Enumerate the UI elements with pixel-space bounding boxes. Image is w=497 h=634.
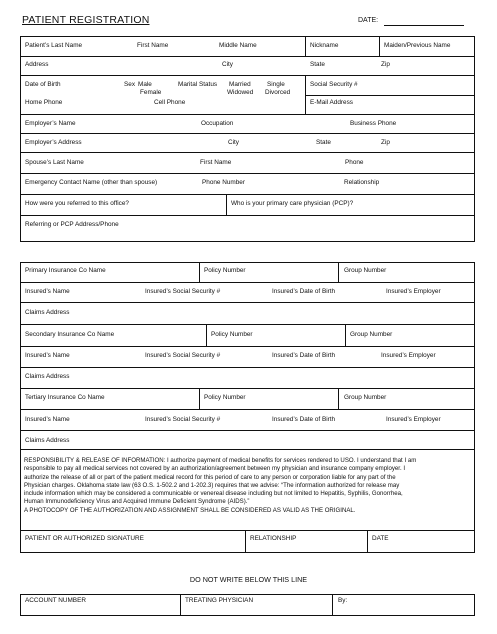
date-label: DATE: bbox=[358, 17, 379, 24]
marital-status-label: Marital Status bbox=[178, 81, 218, 88]
divider bbox=[305, 75, 306, 114]
divider bbox=[20, 346, 475, 347]
divider bbox=[20, 282, 475, 283]
insured-ssn-label: Insured’s Social Security # bbox=[145, 288, 221, 295]
divider bbox=[20, 430, 475, 431]
insured-employer-label: Insured’s Employer bbox=[386, 416, 441, 423]
release-of-information-text bbox=[24, 457, 470, 515]
marital-single-option[interactable]: Single bbox=[267, 81, 285, 88]
page-title: PATIENT REGISTRATION bbox=[22, 14, 150, 26]
first-name-label: First Name bbox=[137, 42, 169, 49]
ssn-label: Social Security # bbox=[310, 81, 358, 88]
divider bbox=[20, 215, 475, 216]
release-line: include information which may be considered a communicable or venereal disease including but not limited to Hepatitis, Syphilis, Gonorrhea, bbox=[24, 490, 403, 498]
employer-zip-label: Zip bbox=[381, 139, 390, 146]
divider bbox=[332, 594, 333, 616]
treating-physician-label: TREATING PHYSICIAN bbox=[185, 597, 254, 604]
divider bbox=[305, 95, 475, 96]
divider bbox=[20, 194, 475, 195]
secondary-policy-label: Policy Number bbox=[211, 331, 253, 338]
insured-name-label: Insured’s Name bbox=[25, 352, 70, 359]
divider bbox=[20, 173, 475, 174]
zip-label: Zip bbox=[381, 61, 390, 68]
release-line: RESPONSIBILITY & RELEASE OF INFORMATION: I authorize payment of medical benefits for services rendered to USO. I understand that I am bbox=[24, 457, 417, 464]
by-label: By: bbox=[338, 597, 348, 604]
insured-dob-label: Insured’s Date of Birth bbox=[272, 416, 336, 423]
primary-group-label: Group Number bbox=[344, 267, 387, 274]
secondary-insurance-label: Secondary Insurance Co Name bbox=[25, 331, 115, 338]
divider bbox=[20, 133, 475, 134]
sex-male-option[interactable]: Male bbox=[138, 81, 152, 88]
city-label: City bbox=[222, 61, 234, 68]
cell-phone-label: Cell Phone bbox=[154, 99, 186, 106]
account-number-label: ACCOUNT NUMBER bbox=[25, 597, 86, 604]
patient-last-name-label: Patient’s Last Name bbox=[25, 42, 83, 49]
marital-divorced-option[interactable]: Divorced bbox=[265, 89, 291, 96]
divider bbox=[20, 388, 475, 389]
divider bbox=[245, 530, 246, 552]
spouse-first-name-label: First Name bbox=[200, 159, 232, 166]
signature-label: PATIENT OR AUTHORIZED SIGNATURE bbox=[25, 535, 144, 542]
primary-policy-label: Policy Number bbox=[204, 267, 246, 274]
divider bbox=[226, 194, 227, 215]
date-field[interactable] bbox=[384, 25, 464, 26]
state-label: State bbox=[310, 61, 325, 68]
release-line: Human Immunodeficiency Virus and Acquired Immune Deficient Syndrome (AIDS).” bbox=[24, 498, 250, 506]
emergency-relationship-label: Relationship bbox=[344, 179, 380, 186]
divider bbox=[474, 450, 475, 552]
claims-address-label: Claims Address bbox=[25, 373, 70, 380]
address-label: Address bbox=[25, 61, 49, 68]
office-use-notice: DO NOT WRITE BELOW THIS LINE bbox=[189, 575, 308, 584]
employer-address-label: Employer’s Address bbox=[25, 139, 82, 146]
occupation-label: Occupation bbox=[201, 120, 234, 127]
insured-name-label: Insured’s Name bbox=[25, 416, 70, 423]
release-line: Physician charges. Oklahoma state law (63 O.S. 1-502.2 and 1-202.3) requires that we advise: “The information authorized for release may bbox=[24, 481, 400, 489]
primary-insurance-label: Primary Insurance Co Name bbox=[25, 267, 106, 274]
release-line: responsible to pay all medical services not covered by an authorization/agreement between my physician and insurance company employer. I bbox=[24, 465, 406, 473]
referral-source-label: How were you referred to this office? bbox=[25, 200, 129, 207]
divider bbox=[20, 450, 21, 552]
email-label: E-Mail Address bbox=[310, 99, 353, 106]
middle-name-label: Middle Name bbox=[219, 42, 257, 49]
divider bbox=[305, 36, 306, 56]
referring-address-label: Referring or PCP Address/Phone bbox=[25, 221, 119, 228]
maiden-name-label: Maiden/Previous Name bbox=[384, 42, 451, 49]
spouse-last-name-label: Spouse’s Last Name bbox=[25, 159, 84, 166]
insured-dob-label: Insured’s Date of Birth bbox=[272, 288, 336, 295]
divider bbox=[199, 388, 200, 409]
divider bbox=[345, 324, 346, 346]
divider bbox=[20, 530, 475, 531]
divider bbox=[338, 262, 339, 282]
insured-dob-label: Insured’s Date of Birth bbox=[272, 352, 336, 359]
marital-widowed-option[interactable]: Widowed bbox=[227, 89, 254, 96]
emergency-contact-label: Emergency Contact Name (other than spouse) bbox=[25, 179, 158, 186]
insured-employer-label: Insured’s Employer bbox=[386, 288, 441, 295]
home-phone-label: Home Phone bbox=[25, 99, 63, 106]
tertiary-insurance-label: Tertiary Insurance Co Name bbox=[25, 394, 105, 401]
claims-address-label: Claims Address bbox=[25, 309, 70, 316]
sex-female-option[interactable]: Female bbox=[140, 89, 162, 96]
divider bbox=[20, 56, 475, 57]
insured-ssn-label: Insured’s Social Security # bbox=[145, 352, 221, 359]
insured-ssn-label: Insured’s Social Security # bbox=[145, 416, 221, 423]
divider bbox=[20, 75, 475, 76]
secondary-group-label: Group Number bbox=[350, 331, 393, 338]
sex-label: Sex bbox=[124, 81, 136, 88]
tertiary-group-label: Group Number bbox=[344, 394, 387, 401]
date-of-birth-label: Date of Birth bbox=[25, 81, 61, 88]
divider bbox=[20, 324, 475, 325]
divider bbox=[367, 530, 368, 552]
marital-married-option[interactable]: Married bbox=[229, 81, 251, 88]
divider bbox=[379, 36, 380, 56]
divider bbox=[180, 594, 181, 616]
pcp-label: Who is your primary care physician (PCP)? bbox=[231, 200, 354, 207]
divider bbox=[20, 152, 475, 153]
claims-address-label: Claims Address bbox=[25, 437, 70, 444]
divider bbox=[20, 367, 475, 368]
employer-state-label: State bbox=[316, 139, 331, 146]
signature-date-label: DATE bbox=[372, 535, 389, 542]
patient-info-section bbox=[20, 36, 475, 242]
divider bbox=[199, 262, 200, 282]
business-phone-label: Business Phone bbox=[350, 120, 397, 127]
spouse-phone-label: Phone bbox=[345, 159, 364, 166]
divider bbox=[20, 552, 475, 553]
divider bbox=[20, 302, 475, 303]
release-line: authorize the release of all or part of the patient medical record for this period of care to any person or corporation liable for any part of the bbox=[24, 473, 396, 481]
insured-employer-label: Insured’s Employer bbox=[381, 352, 436, 359]
signature-relationship-label: RELATIONSHIP bbox=[250, 535, 297, 542]
divider bbox=[20, 409, 475, 410]
nickname-label: Nickname bbox=[310, 42, 339, 49]
insured-name-label: Insured’s Name bbox=[25, 288, 70, 295]
employer-name-label: Employer’s Name bbox=[25, 120, 76, 127]
divider bbox=[20, 114, 475, 115]
release-line: A PHOTOCOPY OF THE AUTHORIZATION AND ASSIGNMENT SHALL BE CONSIDERED AS VALID AS THE ORIGINAL. bbox=[24, 506, 356, 514]
divider bbox=[206, 324, 207, 346]
employer-city-label: City bbox=[228, 139, 240, 146]
tertiary-policy-label: Policy Number bbox=[204, 394, 246, 401]
emergency-phone-label: Phone Number bbox=[202, 179, 245, 186]
divider bbox=[338, 388, 339, 409]
